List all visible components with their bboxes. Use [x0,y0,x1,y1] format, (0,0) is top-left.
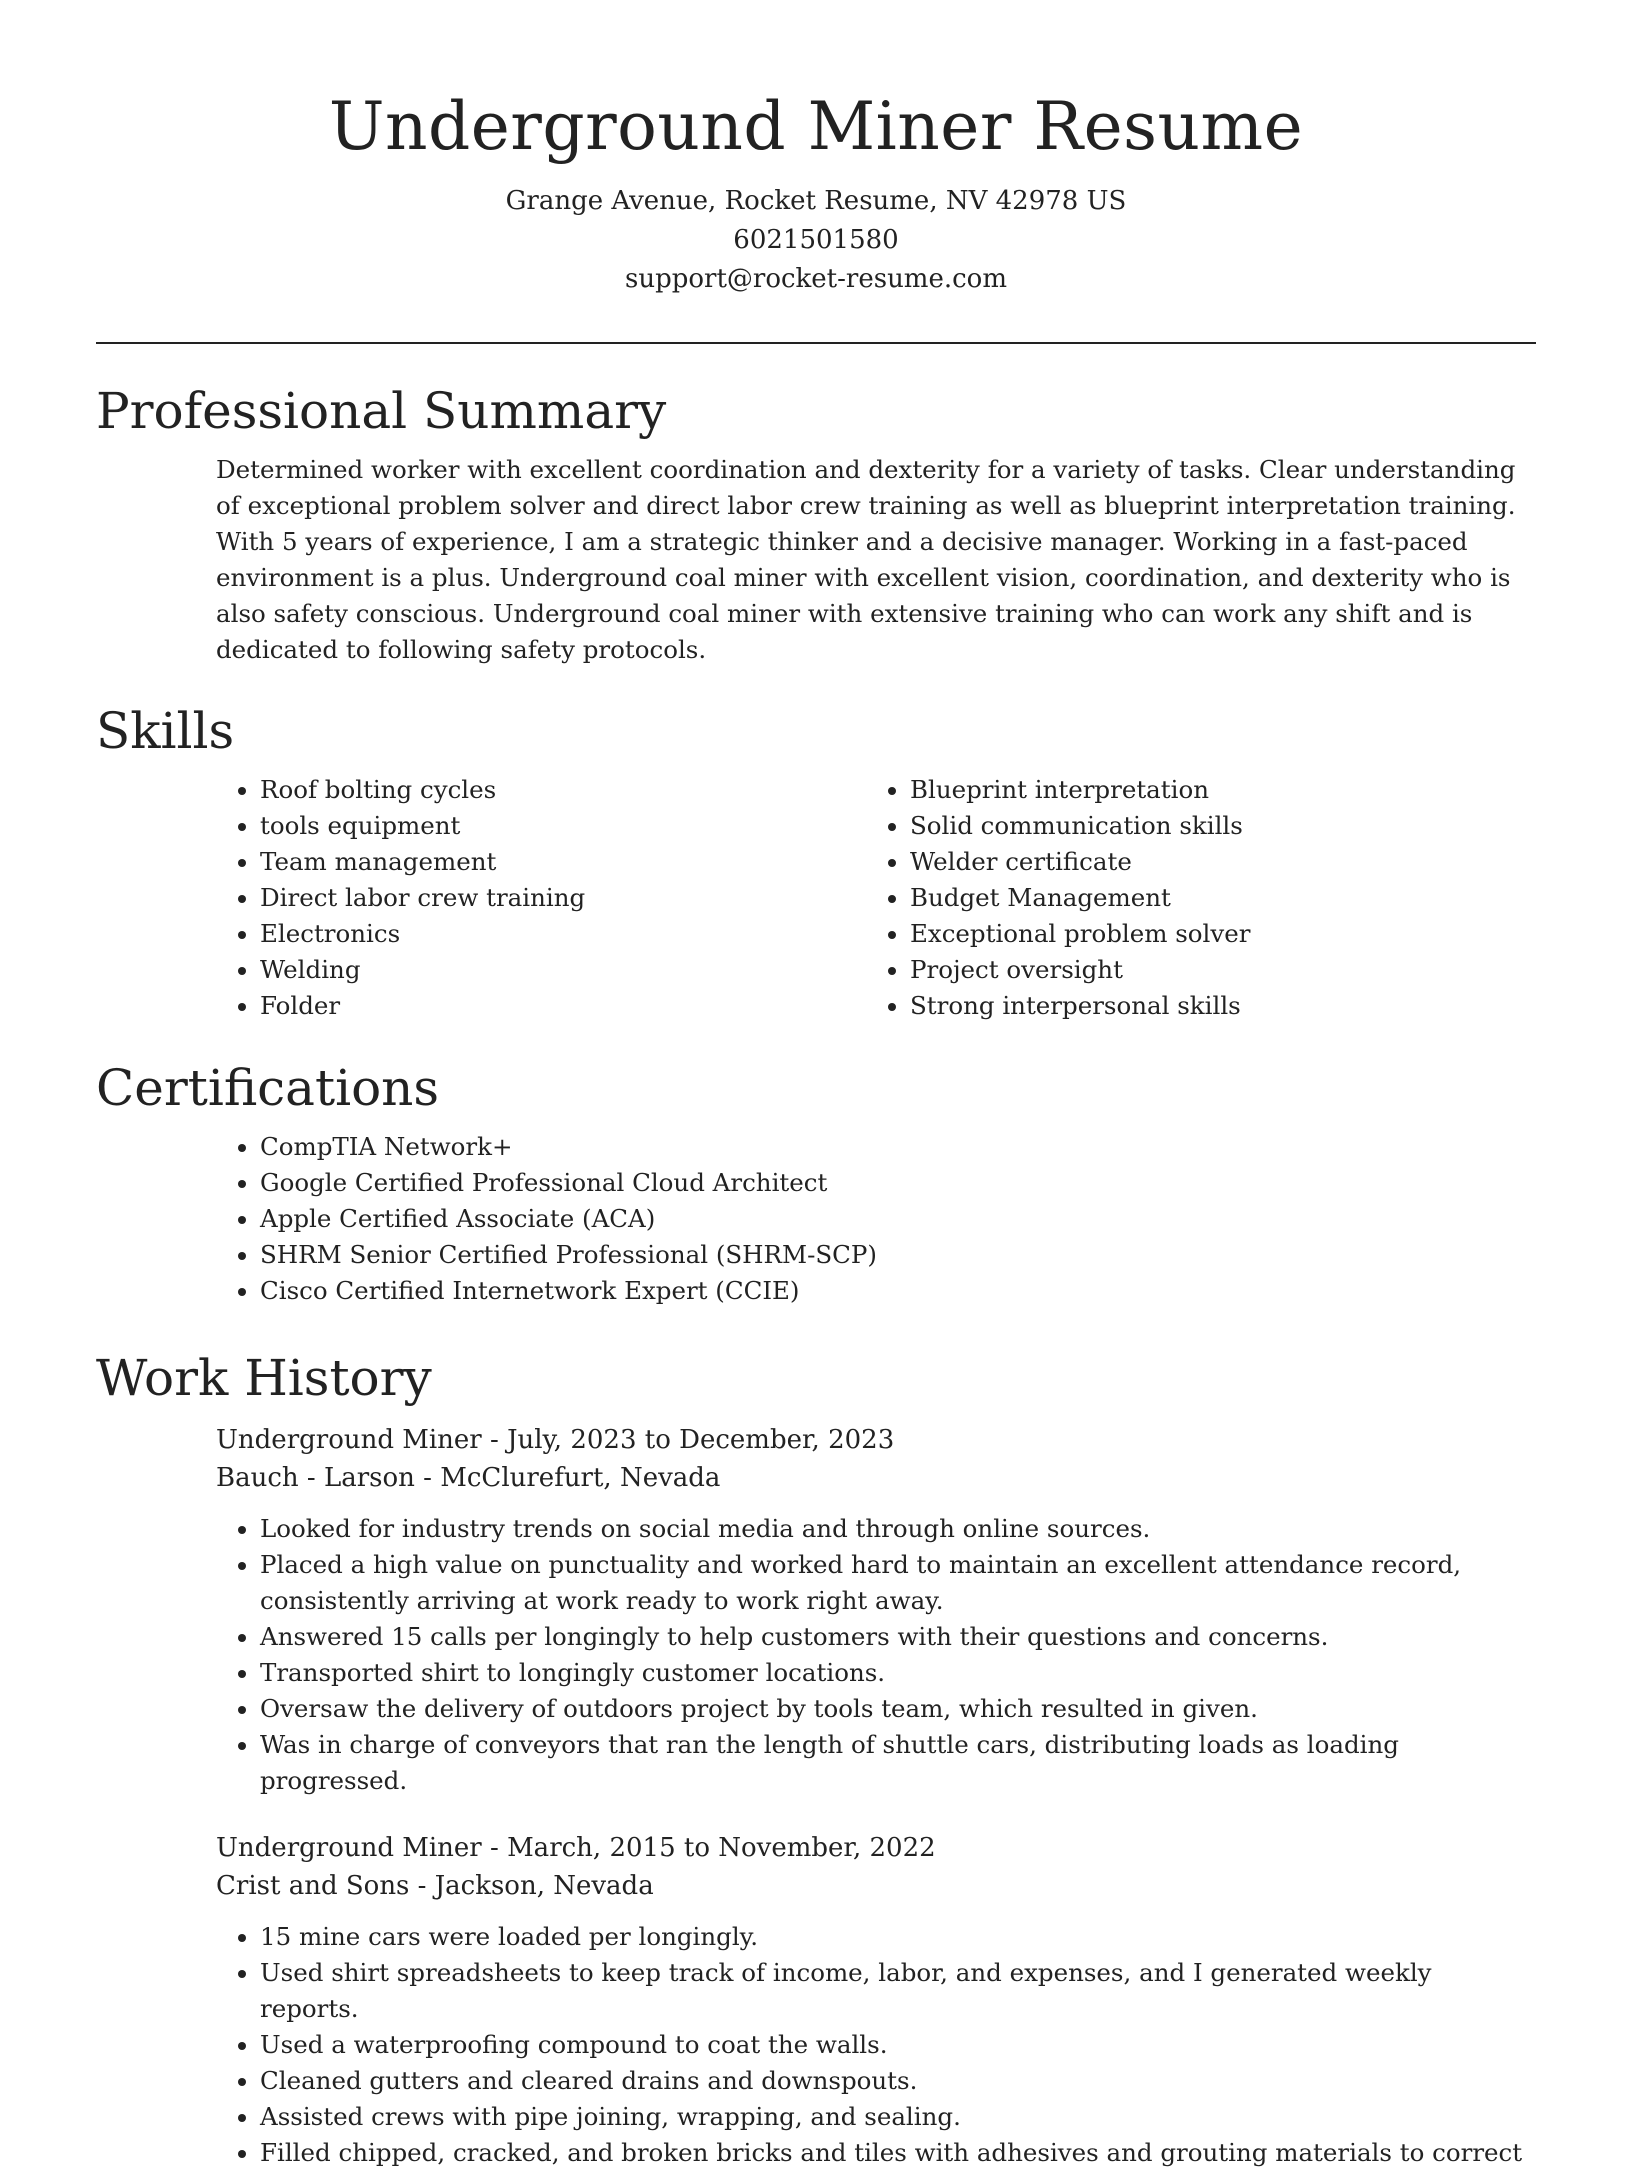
job-title-line [216,1421,1536,1459]
skill-item: • Strong interpersonal skills [910,988,1516,1024]
summary-section [96,380,1536,668]
job-bullet: • 15 mine cars were loaded per longingly. [260,1919,1536,1955]
job-bullet: • Used a waterproofing compound to coat the walls. [260,2027,1536,2063]
work-section [96,1347,1536,2171]
job-company: Bauch - Larson [216,1463,415,1493]
skill-item: • Solid communication skills [910,808,1516,844]
certifications-section [96,1057,1536,1309]
job-bullet: • Oversaw the delivery of outdoors project by tools team, which resulted in given. [260,1691,1536,1727]
work-heading: Work History [96,1349,432,1407]
job-bullet: • Used shirt spreadsheets to keep track of income, labor, and expenses, and I generated weekly reports. [260,1955,1536,2027]
job-company: Crist and Sons [216,1871,410,1901]
job-bullet: • Filled chipped, cracked, and broken bricks and tiles with adhesives and grouting materials to correct [260,2135,1536,2171]
job-bullet: • Was in charge of conveyors that ran the length of shuttle cars, distributing loads as loading progressed. [260,1727,1536,1799]
job-title-line [216,1829,1536,1867]
skills-grid [216,772,1536,1024]
job-bullet: • Answered 15 calls per longingly to help customers with their questions and concerns. [260,1619,1536,1655]
job-company-line [216,1459,1536,1497]
summary-heading: Professional Summary [96,382,667,440]
skill-item: • Electronics [260,916,866,952]
skills-heading: Skills [96,702,235,760]
certification-item: • Cisco Certified Internetwork Expert (CCIE) [260,1273,1536,1309]
contact-address: Grange Avenue, Rocket Resume, NV 42978 US [505,186,1127,216]
certification-item: • SHRM Senior Certified Professional (SHRM-SCP) [260,1237,1536,1273]
job-role: Underground Miner [216,1425,482,1455]
job-bullet: • Placed a high value on punctuality and worked hard to maintain an excellent attendance record, consistently arriving at work ready to work right away. [260,1547,1536,1619]
job-bullet: • Cleaned gutters and cleared drains and downspouts. [260,2063,1536,2099]
job-dates: - March, 2015 to November, 2022 [481,1833,936,1863]
resume-title: Underground Miner Resume [328,88,1304,165]
skill-item: • Welding [260,952,866,988]
job-bullet: • Looked for industry trends on social media and through online sources. [260,1511,1536,1547]
skill-item: • Folder [260,988,866,1024]
contact-email: support@rocket-resume.com [624,264,1007,294]
job-company-line [216,1867,1536,1905]
job-bullets [216,1919,1536,2171]
summary-text: Determined worker with excellent coordination and dexterity for a variety of tasks. Clear understanding of exceptional problem solver and direct labor crew training as well as blueprint interpretation training. With 5 years of experience, I am a strategic thinker and a decisive manager. Working in a fast-paced environment is a plus. Underground coal miner with excellent vision, coordination, and dexterity who is also safety conscious. Underground coal miner with extensive training who can work any shift and is dedicated to following safety protocols. [216,455,1516,664]
job-location: - McClurefurt, Nevada [414,1463,721,1493]
contact-phone: 6021501580 [733,225,899,255]
skill-item: • tools equipment [260,808,866,844]
job-bullets [216,1511,1536,1799]
certifications-list-wrap [216,1129,1536,1309]
job-role: Underground Miner [216,1833,482,1863]
job-bullet: • Assisted crews with pipe joining, wrapping, and sealing. [260,2099,1536,2135]
skills-section [96,700,1536,1024]
job-location: - Jackson, Nevada [409,1871,654,1901]
contact-block [0,182,1632,299]
job-bullet: • Transported shirt to longingly customer locations. [260,1655,1536,1691]
skill-item: • Project oversight [910,952,1516,988]
job-entry [216,1829,1536,2171]
skill-item: • Blueprint interpretation [910,772,1516,808]
certification-item: • Apple Certified Associate (ACA) [260,1201,1536,1237]
skill-item: • Exceptional problem solver [910,916,1516,952]
skill-item: • Budget Management [910,880,1516,916]
job-dates: - July, 2023 to December, 2023 [481,1425,895,1455]
certification-item: • CompTIA Network+ [260,1129,1536,1165]
skill-item: • Direct labor crew training [260,880,866,916]
certifications-heading: Certifications [96,1059,440,1117]
skill-item: • Team management [260,844,866,880]
resume-header [0,0,1632,299]
header-divider [96,342,1536,344]
skill-item: • Roof bolting cycles [260,772,866,808]
skill-item: • Welder certificate [910,844,1516,880]
certification-item: • Google Certified Professional Cloud Architect [260,1165,1536,1201]
skills-column-left [216,772,866,1024]
skills-column-right [866,772,1516,1024]
job-entry [216,1421,1536,1799]
